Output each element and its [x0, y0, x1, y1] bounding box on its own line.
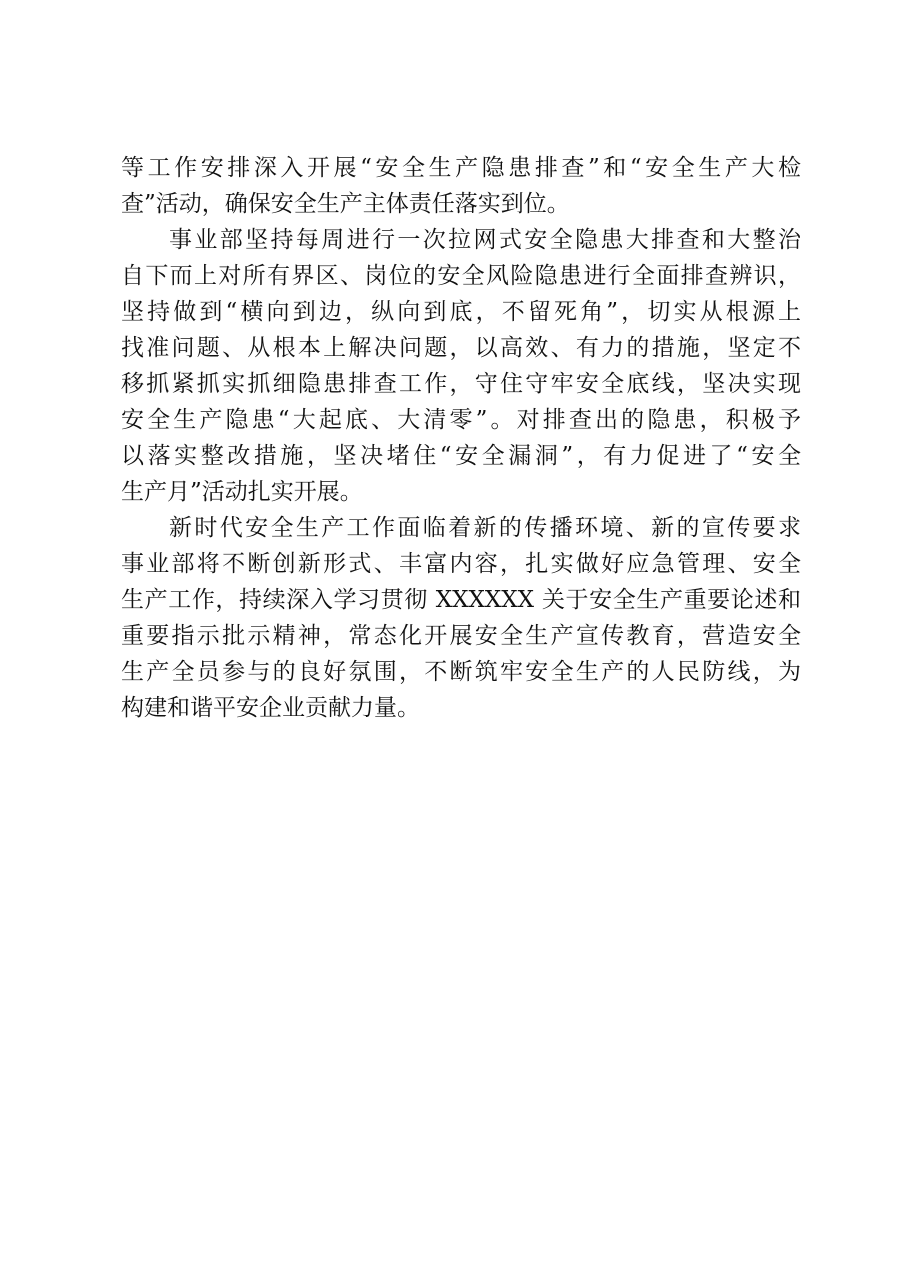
text-line: 事业部将不断创新形式、丰富内容，扎实做好应急管理、安全 [121, 551, 801, 577]
text-line: 坚持做到“横向到边，纵向到底，不留死角”，切实从根源上 [121, 299, 801, 325]
paragraph-first-line: 新时代安全生产工作面临着新的传播环境、新的宣传要求 [169, 515, 801, 541]
text-line: 构建和谐平安企业贡献力量。 [121, 695, 420, 721]
text-line: 生产月”活动扎实开展。 [121, 479, 363, 505]
document-body [121, 150, 801, 726]
text-line: 移抓紧抓实抓细隐患排查工作，守住守牢安全底线，坚决实现 [121, 371, 801, 397]
text-line: 自下而上对所有界区、岗位的安全风险隐患进行全面排查辨识， [121, 263, 801, 289]
paragraph-first-line: 事业部坚持每周进行一次拉网式安全隐患大排查和大整治 [169, 227, 801, 253]
text-line: 重要指示批示精神，常态化开展安全生产宣传教育，营造安全 [121, 623, 801, 649]
text-line: 查”活动，确保安全生产主体责任落实到位。 [121, 191, 570, 217]
text-line: 安全生产隐患“大起底、大清零”。对排查出的隐患，积极予 [121, 407, 801, 433]
text-line: 等工作安排深入开展“安全生产隐患排查”和“安全生产大检 [121, 155, 801, 181]
text-line: 生产全员参与的良好氛围，不断筑牢安全生产的人民防线，为 [121, 659, 801, 685]
text-line: 以落实整改措施，坚决堵住“安全漏洞”，有力促进了“安全 [121, 443, 801, 469]
text-line: 生产工作，持续深入学习贯彻 XXXXXX 关于安全生产重要论述和 [121, 587, 801, 613]
text-line: 找准问题、从根本上解决问题，以高效、有力的措施，坚定不 [121, 335, 801, 361]
